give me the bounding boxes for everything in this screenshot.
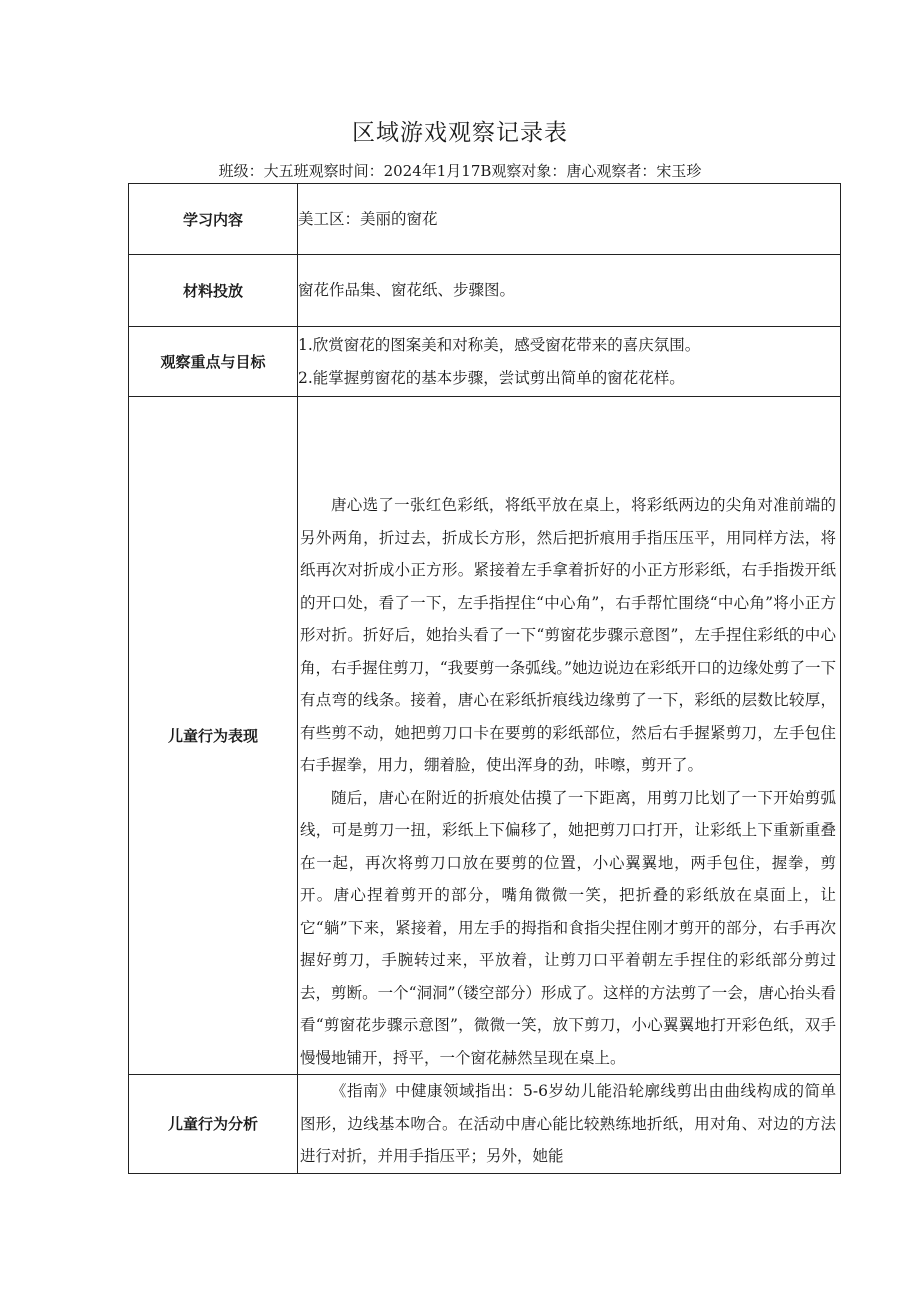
observation-record-table <box>128 183 841 1174</box>
behavior-label: 儿童行为表现 <box>129 397 298 1075</box>
goals-list <box>298 327 841 397</box>
behavior-paragraph: 随后，唐心在附近的折痕处估摸了一下距离，用剪刀比划了一下开始剪弧线，可是剪刀一扭，彩纸上下偏移了，她把剪刀口打开，让彩纸上下重新重叠在一起，再次将剪刀口放在要剪的位置，小心翼翼地，两手包住，握拳，剪开。唐心捏着剪开的部分，嘴角微微一笑，把折叠的彩纸放在桌面上，让它“躺”下来，紧接着，用左手的拇指和食指尖捏住刚才剪开的部分，右手再次握好剪刀，手腕转过来，平放着，让剪刀口平着朝左手捏住的彩纸部分剪过去，剪断。一个“洞洞”（镂空部分）形成了。这样的方法剪了一会，唐心抬头看看“剪窗花步骤示意图”，微微一笑，放下剪刀，小心翼翼地打开彩色纸，双手慢慢地铺开，捋平，一个窗花赫然呈现在桌上。 <box>300 788 836 1067</box>
analysis-label: 儿童行为分析 <box>129 1075 298 1174</box>
learning-content-label: 学习内容 <box>129 184 298 255</box>
learning-content-value: 美工区：美丽的窗花 <box>298 184 841 255</box>
row-goals <box>129 327 841 397</box>
analysis-paragraph: 《指南》中健康领域指出：5-6岁幼儿能沿轮廓线剪出由曲线构成的简单图形，边线基本吻合。在活动中唐心能比较熟练地折纸，用对角、对边的方法进行对折，并用手指压平；另外，她能 <box>300 1082 836 1165</box>
observation-info-line: 班级：大五班观察时间：2024年1月17B观察对象：唐心观察者：宋玉珍 <box>218 162 702 180</box>
materials-value: 窗花作品集、窗花纸、步骤图。 <box>298 255 841 327</box>
goals-label: 观察重点与目标 <box>129 327 298 397</box>
goal-item: 1.欣赏窗花的图案美和对称美，感受窗花带来的喜庆氛围。 <box>298 336 701 354</box>
row-analysis <box>129 1075 841 1174</box>
row-materials <box>129 255 841 327</box>
behavior-paragraph: 唐心选了一张红色彩纸，将纸平放在桌上，将彩纸两边的尖角对准前端的另外两角，折过去，折成长方形，然后把折痕用手指压压平，用同样方法，将纸再次对折成小正方形。紧接着左手拿着折好的小正方形彩纸，右手指拨开纸的开口处，看了一下，左手指捏住“中心角”，右手帮忙围绕“中心角”将小正方形对折。折好后，她抬头看了一下“剪窗花步骤示意图”，左手捏住彩纸的中心角，右手握住剪刀，“我要剪一条弧线。”她边说边在彩纸开口的边缘处剪了一下有点弯的线条。接着，唐心在彩纸折痕线边缘剪了一下，彩纸的层数比较厚，有些剪不动，她把剪刀口卡在要剪的彩纸部位，然后右手握紧剪刀，左手包住右手握拳，用力，绷着脸，使出浑身的劲，咔嚓，剪开了。 <box>300 496 836 774</box>
document-title: 区域游戏观察记录表 <box>352 120 568 146</box>
row-learning-content <box>129 184 841 255</box>
row-behavior <box>129 397 841 1075</box>
goal-item: 2.能掌握剪窗花的基本步骤，尝试剪出简单的窗花花样。 <box>298 368 685 387</box>
behavior-content <box>298 397 841 1075</box>
analysis-content <box>298 1075 841 1174</box>
materials-label: 材料投放 <box>129 255 298 327</box>
